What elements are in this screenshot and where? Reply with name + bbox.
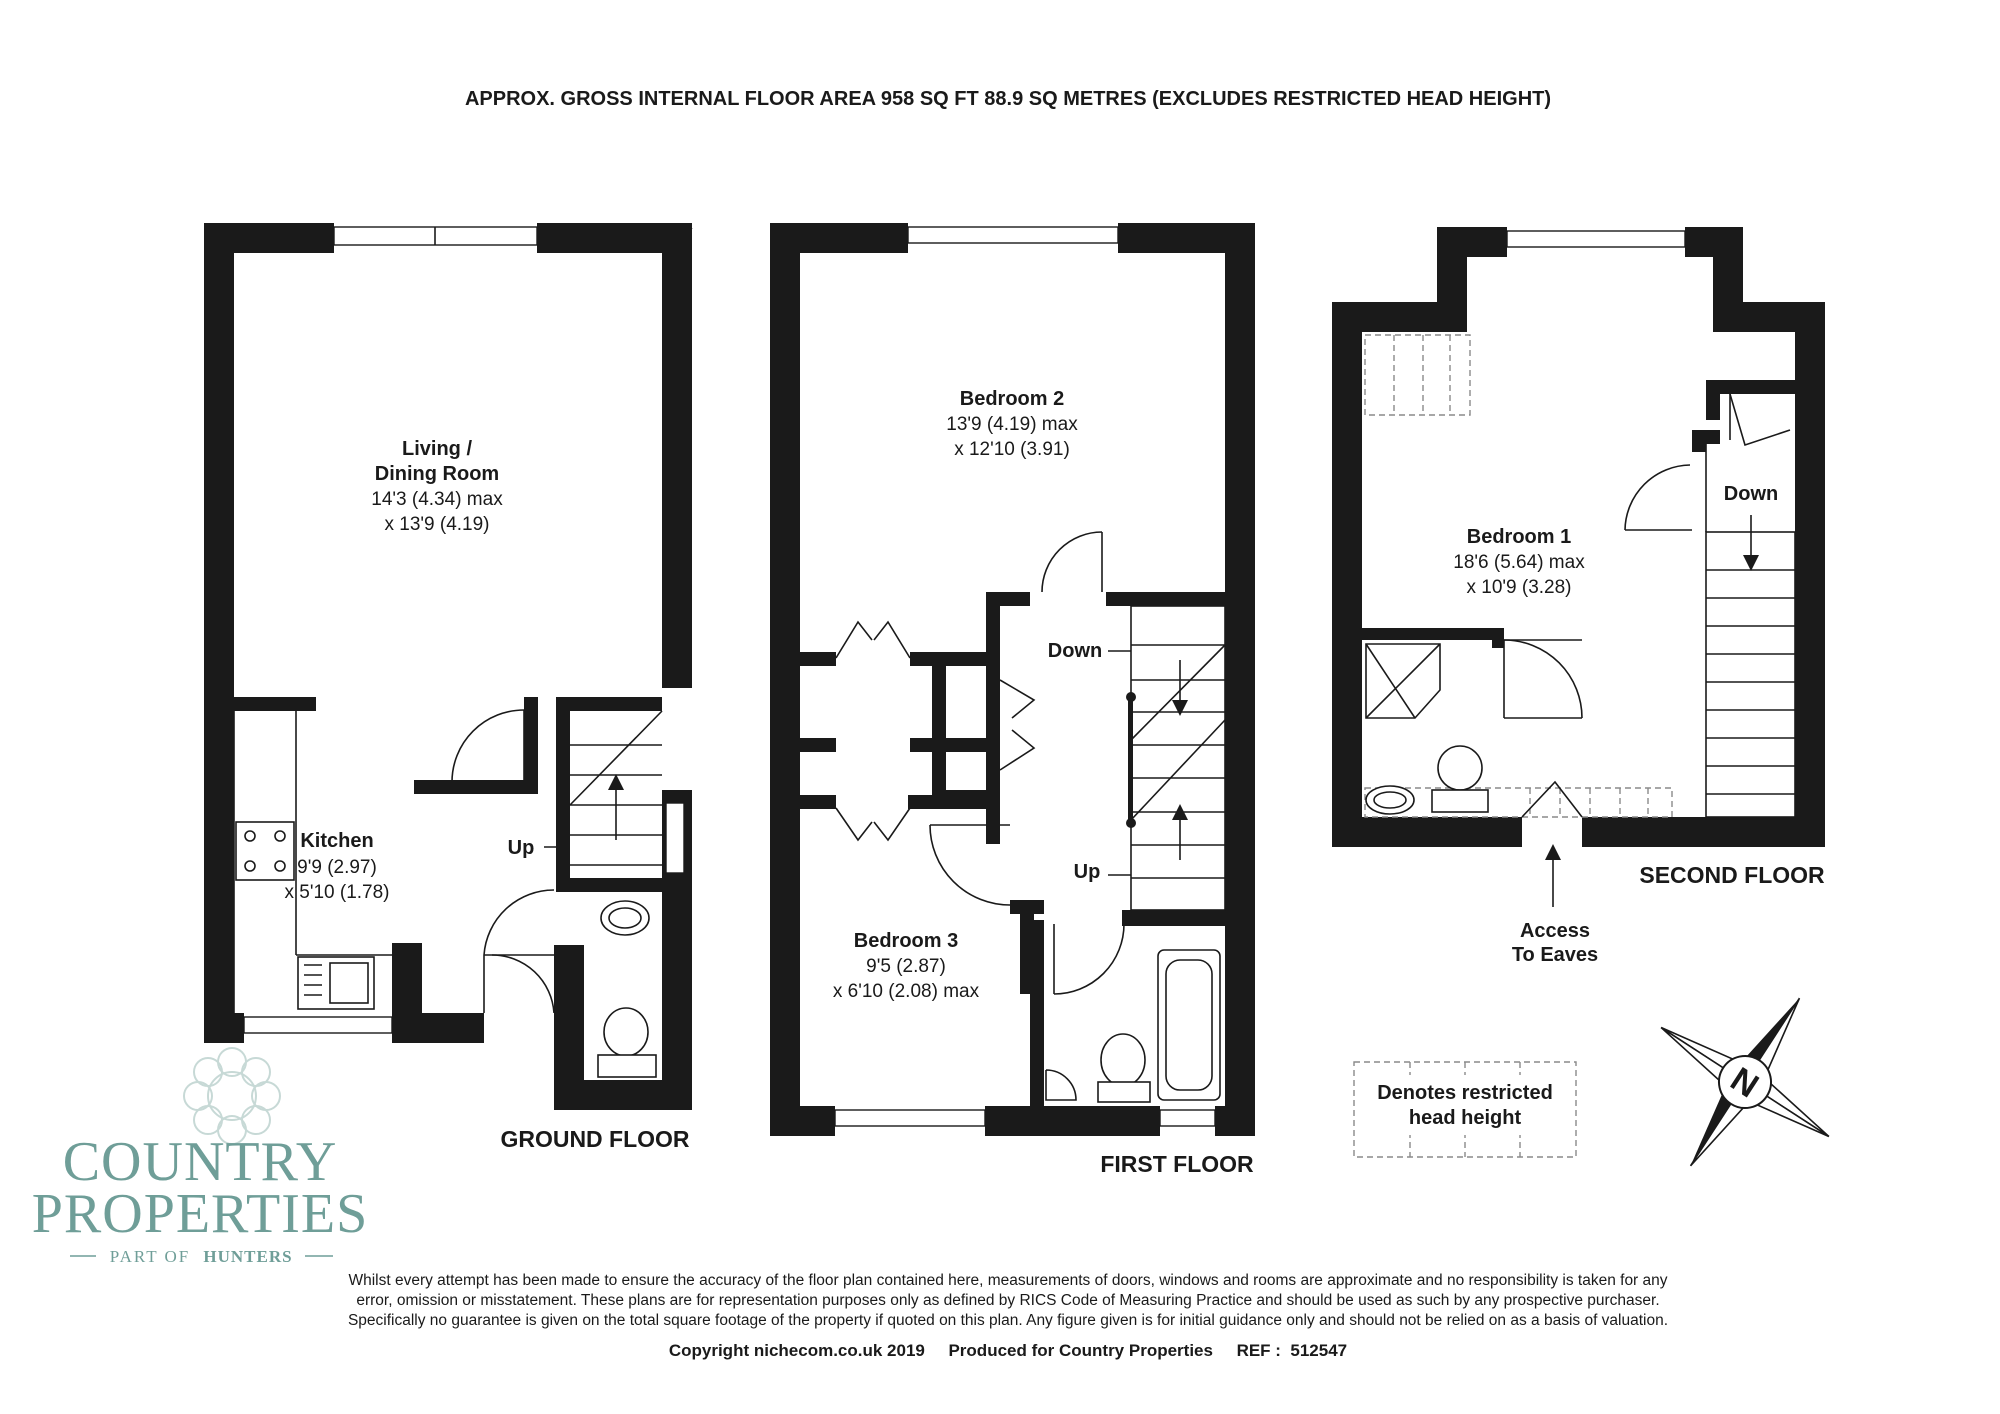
logo-part-of: PART OF xyxy=(109,1247,191,1266)
sf-wall-right xyxy=(1795,302,1825,847)
compass-letter: N xyxy=(1723,1060,1766,1106)
ff-bed3-name: Bedroom 3 xyxy=(853,930,959,952)
ff-bed2-door xyxy=(1042,532,1102,592)
gf-stair-window xyxy=(666,803,684,873)
ground-floor-plan xyxy=(204,223,692,1110)
copyright-line: Copyright nichecom.co.uk 2019 Produced for Country Properties REF : 512547 xyxy=(668,1341,1348,1360)
ff-stairs-up-label: Up xyxy=(1073,861,1101,883)
sf-bed1-dim-2: x 10'9 (3.28) xyxy=(1466,577,1572,598)
gf-toilet xyxy=(604,1008,648,1056)
ff-wall-stair-top xyxy=(1106,592,1225,606)
ff-toilet xyxy=(1101,1034,1145,1086)
ff-wall-left xyxy=(770,223,800,1136)
gf-wall-living-kitchen xyxy=(234,697,316,711)
sf-eaves-label-2: To Eaves xyxy=(1511,944,1599,966)
sf-stairs-down-label: Down xyxy=(1723,483,1779,505)
legend-line-1: Denotes restricted xyxy=(1377,1082,1553,1104)
gf-wall-hall-top xyxy=(414,780,538,794)
ff-wall-bed3-top-a xyxy=(800,795,836,809)
gf-floor-label: GROUND FLOOR xyxy=(500,1126,690,1152)
disclaimer-line-2: error, omission or misstatement. These plans are for representation purposes only as defined by RICS Code of Measuring Practice and should be used as such by any prospective purchaser. xyxy=(356,1292,1660,1309)
ff-bed2-window xyxy=(908,227,1118,243)
sf-bed1-window xyxy=(1507,231,1685,247)
gf-kitchen-name: Kitchen xyxy=(300,830,374,852)
ff-wall-bottom-mid xyxy=(985,1106,1160,1136)
ff-bath-door xyxy=(1054,924,1124,994)
gross-area-header: APPROX. GROSS INTERNAL FLOOR AREA 958 SQ FT 88.9 SQ METRES (EXCLUDES RESTRICTED HEAD HEIGHT) xyxy=(464,88,1552,110)
legend-line-2: head height xyxy=(1408,1107,1522,1129)
sf-floor-label: SECOND FLOOR xyxy=(1639,862,1825,888)
gf-wall-stair-left xyxy=(556,697,570,887)
gf-wall-wc-top xyxy=(556,878,662,892)
gf-kitchen-dim-1: 9'9 (2.97) xyxy=(297,857,377,878)
gf-stairs-up-label: Up xyxy=(507,837,535,859)
sf-wall-bottom-left xyxy=(1332,817,1522,847)
ff-bath-window xyxy=(1160,1110,1215,1126)
ff-wall-bath-top xyxy=(1122,910,1225,926)
sf-wall-shower-top xyxy=(1362,628,1502,640)
sf-eaves-door xyxy=(1522,782,1582,817)
logo-hunters: HUNTERS xyxy=(203,1247,293,1266)
disclaimer-line-3: Specifically no guarantee is given on the total square footage of the property if quoted on this plan. Any figure given is for initial guidance only and should not be relied on as a basis of valuation. xyxy=(347,1312,1669,1329)
ff-stairs xyxy=(1126,606,1225,910)
ff-bed2-name: Bedroom 2 xyxy=(959,388,1065,410)
ff-wall-bed3-right xyxy=(1020,900,1034,994)
ff-bath-tub xyxy=(1158,950,1220,1100)
sf-wall-left xyxy=(1332,302,1362,847)
sf-wall-stair-cup-top xyxy=(1706,380,1795,394)
sf-bed1-dim-1: 18'6 (5.64) max xyxy=(1453,552,1585,573)
gf-wall-hall-stair xyxy=(524,697,538,787)
ff-bed3-window xyxy=(835,1110,985,1126)
ff-wall-bed3-top-b xyxy=(908,795,986,809)
gf-wall-bottom-wc xyxy=(554,1080,692,1110)
gf-kitchen-dim-2: x 5'10 (1.78) xyxy=(284,882,390,903)
ff-wall-bottom-left xyxy=(770,1106,835,1136)
gf-stairs xyxy=(570,711,662,865)
disclaimer-line-1: Whilst every attempt has been made to ensure the accuracy of the floor plan contained here, measurements of doors, windows and rooms are approximate and no responsibility is taken for any xyxy=(348,1272,1668,1289)
sf-bed1-name: Bedroom 1 xyxy=(1466,526,1572,548)
restricted-height-legend xyxy=(1354,1062,1576,1157)
gf-hob xyxy=(236,822,294,880)
ff-wall-cupboard-top xyxy=(1000,592,1030,606)
sf-eaves-label-1: Access xyxy=(1519,920,1591,942)
gf-wall-stair-top xyxy=(556,697,662,711)
sf-wall-bottom-right xyxy=(1582,817,1825,847)
ff-wall-cupboard-right xyxy=(986,592,1000,844)
ff-bed2-dim-1: 13'9 (4.19) max xyxy=(946,414,1078,435)
sf-bed1-door xyxy=(1625,465,1690,530)
ff-bed3-dim-2: x 6'10 (2.08) max xyxy=(832,981,980,1002)
sf-restricted-top xyxy=(1365,335,1470,415)
ff-wall-top-left xyxy=(770,223,908,253)
ff-wall-cupboard-left xyxy=(932,652,946,802)
country-properties-logo xyxy=(32,1048,368,1266)
ff-floor-label: FIRST FLOOR xyxy=(1100,1151,1254,1177)
logo-emblem-icon xyxy=(184,1048,280,1144)
gf-wall-kitchen-right xyxy=(392,943,422,1043)
gf-wall-left xyxy=(204,223,234,1043)
gf-living-name-2: Dining Room xyxy=(374,463,500,485)
ff-wall-wardrobe-1a xyxy=(800,652,836,666)
logo-line-1: COUNTRY xyxy=(62,1131,338,1193)
gf-wc-door xyxy=(484,890,554,955)
logo-line-2: PROPERTIES xyxy=(31,1183,369,1245)
ff-bed2-dim-2: x 12'10 (3.91) xyxy=(954,439,1070,460)
gf-wall-top-left xyxy=(204,223,334,253)
gf-wall-bottom-left xyxy=(204,1013,244,1043)
sf-shower-door xyxy=(1504,640,1582,718)
sf-wall-top-left xyxy=(1437,227,1507,257)
ff-corner-basin xyxy=(1046,1070,1076,1100)
sf-toilet xyxy=(1438,746,1482,790)
ff-bed3-dim-1: 9'5 (2.87) xyxy=(866,956,946,977)
ff-wall-right xyxy=(1225,223,1255,1136)
ff-wall-wardrobe-2a xyxy=(800,738,836,752)
gf-hall-door xyxy=(452,710,524,782)
gf-living-dim-2: x 13'9 (4.19) xyxy=(384,514,490,535)
gf-living-name-1: Living / xyxy=(402,438,472,460)
gf-kitchen-window xyxy=(244,1017,392,1033)
ff-wall-bottom-right xyxy=(1215,1106,1255,1136)
gf-living-dim-1: 14'3 (4.34) max xyxy=(371,489,503,510)
ff-stairs-down-label: Down xyxy=(1047,640,1103,662)
